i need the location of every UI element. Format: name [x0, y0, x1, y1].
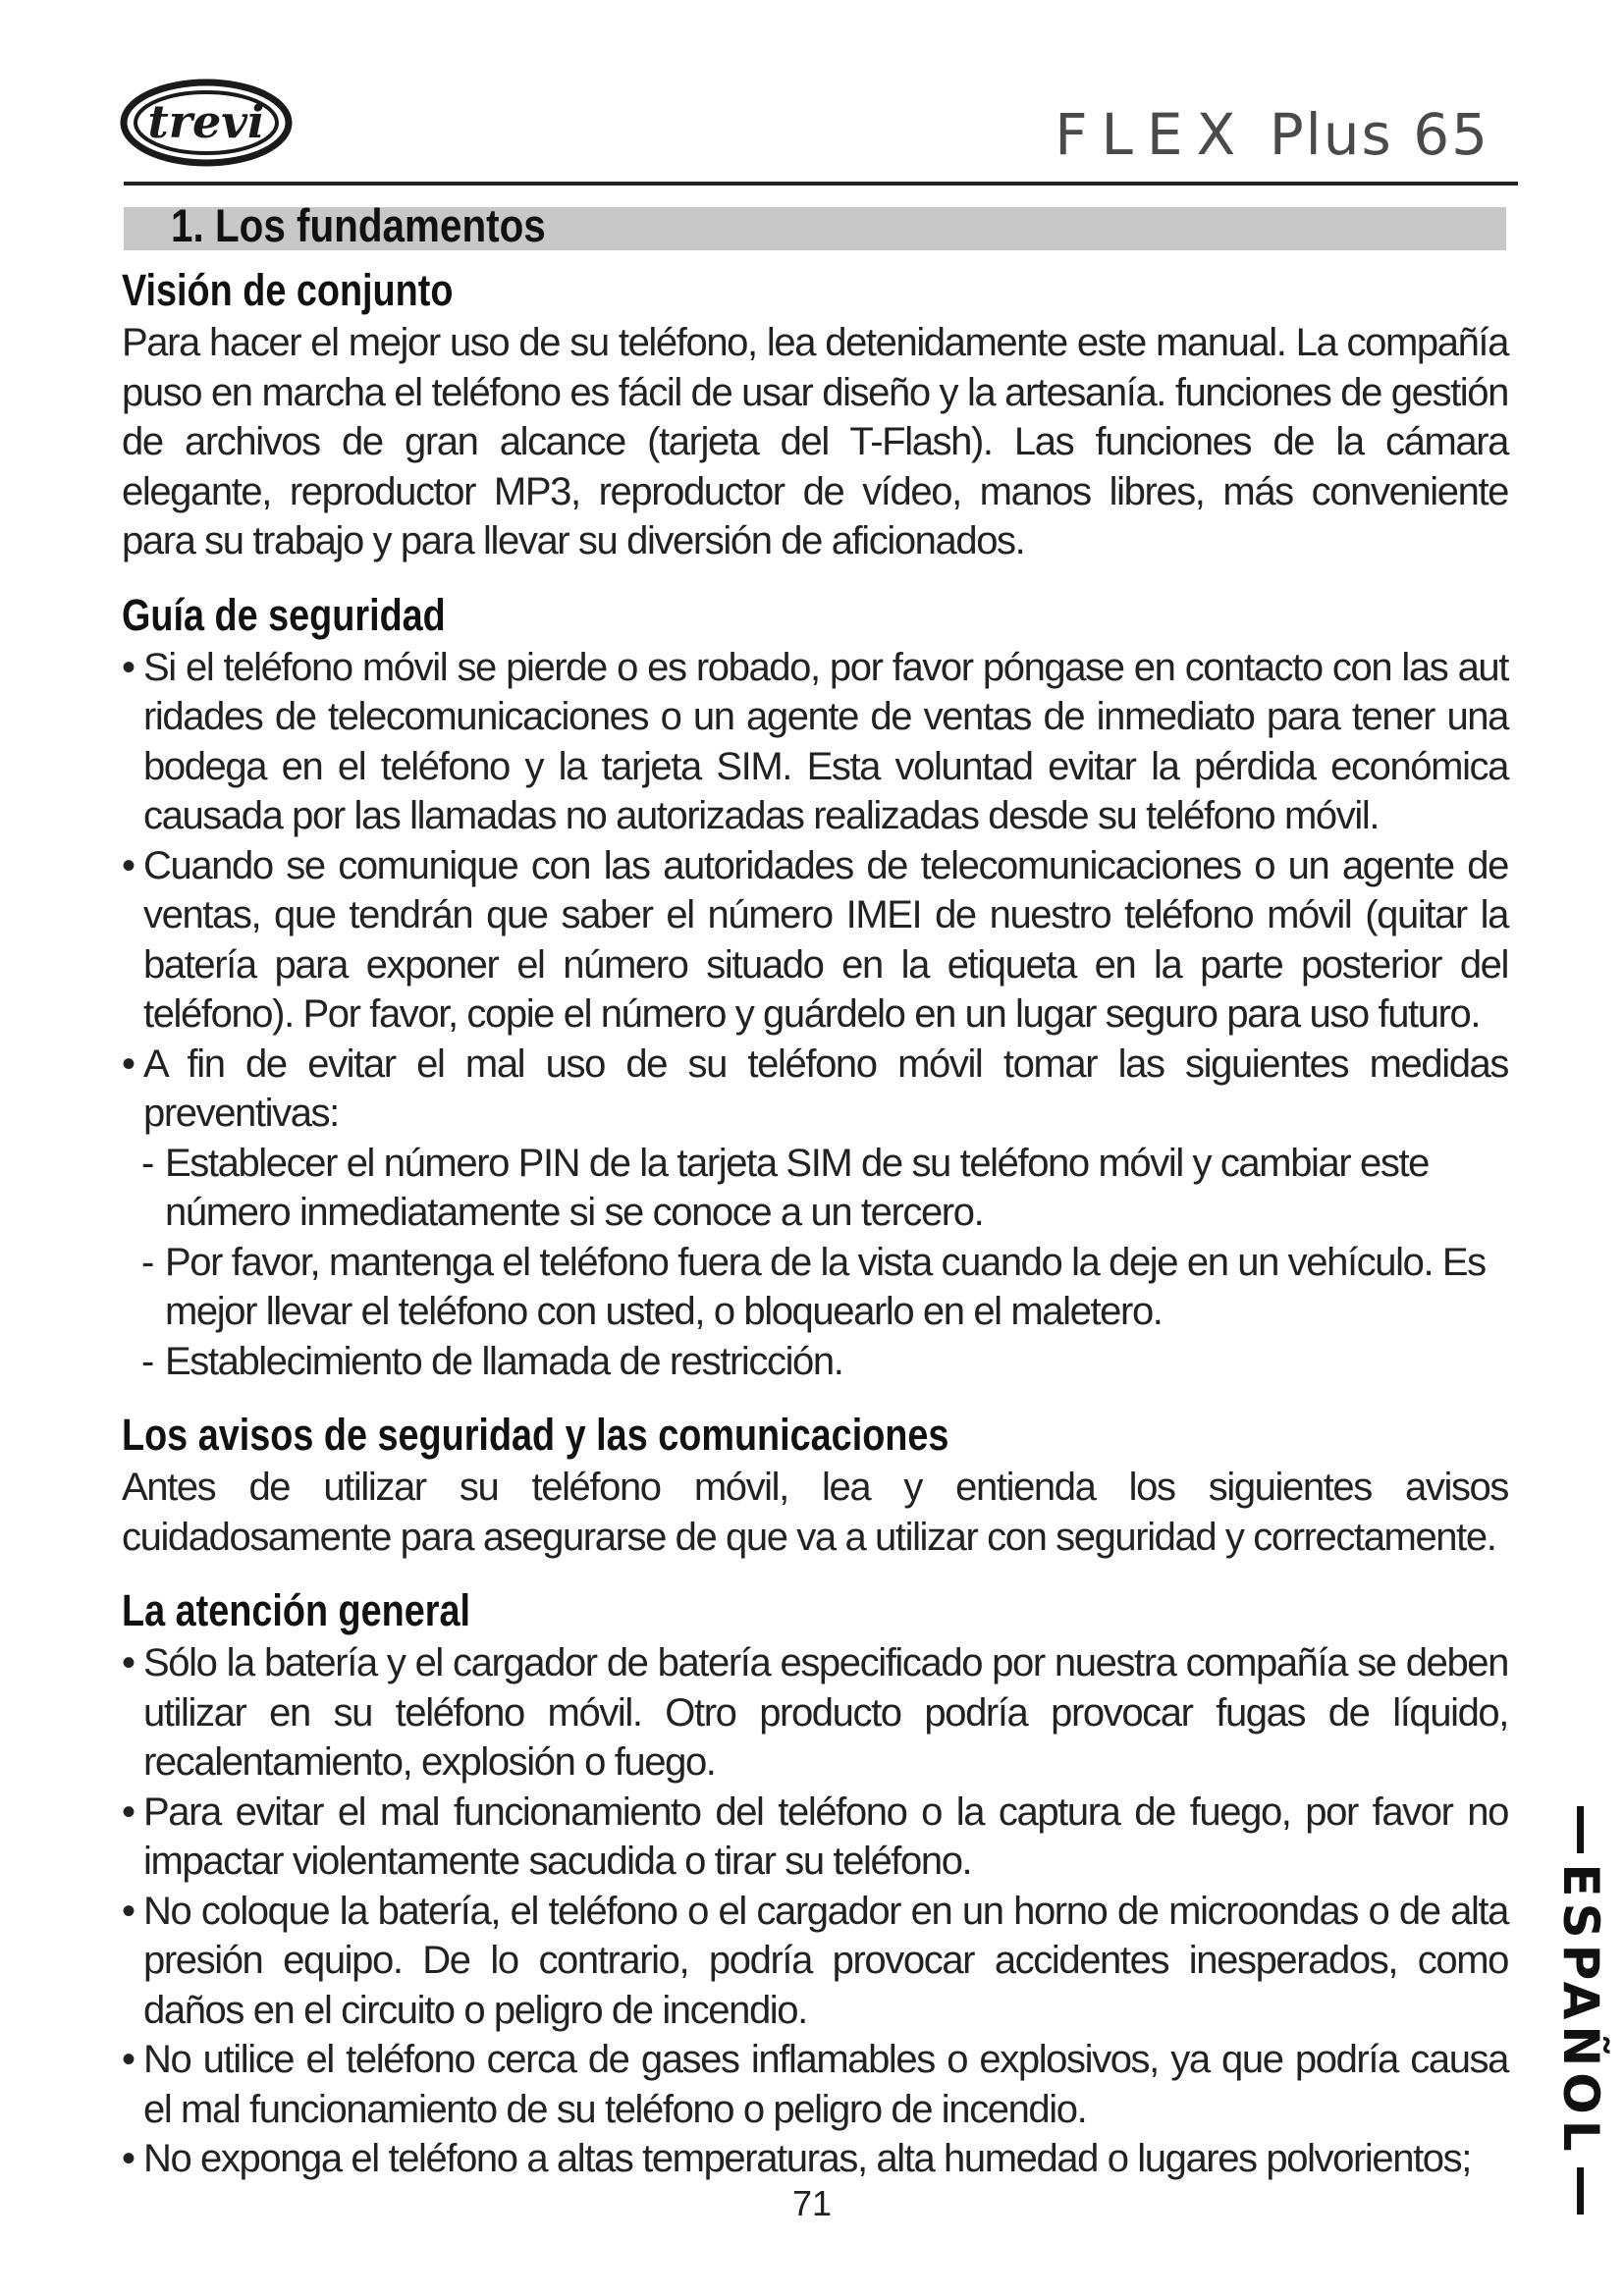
- model-prefix: FLEX: [1055, 101, 1250, 168]
- sub-list-item: [122, 1238, 1508, 1337]
- overview-body: Para hacer el mejor uso de su teléfono, lea detenidamente este manual. La compañía puso en marcha el teléfono es fácil de usar diseño y la artesanía. funciones de gestión de archivos de gran alcance (tarjeta del T-Flash). Las funciones de la cámara elegante, reproductor MP3, reproductor de vídeo, manos libres, más conveniente para su trabajo y para llevar su diversión de aficionados.: [122, 321, 1508, 562]
- header-rule: [124, 182, 1518, 186]
- general-attention-list: [122, 1638, 1508, 2184]
- list-item: [122, 1788, 1508, 1887]
- general-attention-heading: La atención general: [122, 1585, 471, 1635]
- bullet-icon: •: [122, 1641, 136, 1684]
- list-item-text: Sólo la batería y el cargador de batería especificado por nuestra compañía se deben utilizar en su teléfono móvil. Otro producto podría provocar fugas de líquido, recalentamiento, explosión o fuego.: [143, 1641, 1508, 1784]
- bullet-icon: •: [122, 1789, 136, 1834]
- bullet-icon: •: [122, 1041, 136, 1086]
- dash-icon: -: [141, 1141, 155, 1185]
- bullet-icon: •: [122, 645, 136, 689]
- bullet-icon: •: [122, 1889, 136, 1933]
- sub-list-item: [122, 1139, 1508, 1238]
- model-suffix: Plus 65: [1269, 101, 1489, 168]
- side-language-label: ESPAÑOL: [1552, 1863, 1609, 2158]
- dash-icon: -: [141, 1339, 155, 1383]
- bullet-icon: •: [122, 2038, 136, 2081]
- list-item-text: No exponga el teléfono a altas temperaturas, alta humedad o lugares polvorientos;: [143, 2137, 1471, 2180]
- overview-heading: Visión de conjunto: [122, 265, 454, 315]
- dash-icon: -: [141, 1240, 155, 1284]
- logo-wordmark: trevi: [147, 95, 265, 148]
- side-tab-bar-top: [1577, 1806, 1584, 1853]
- sub-list-item-text: Por favor, mantenga el teléfono fuera de la vista cuando la deje en un vehículo. Es mejor llevar el teléfono con usted, o bloquearlo en el maletero.: [165, 1240, 1486, 1333]
- list-item: [122, 841, 1508, 1040]
- list-item: [122, 1638, 1508, 1788]
- bullet-icon: •: [122, 843, 136, 887]
- list-item-text: Para evitar el mal funcionamiento del teléfono o la captura de fuego, por favor no impactar violentamente sacudida o tirar su teléfono.: [143, 1789, 1508, 1883]
- model-title: [1055, 101, 1489, 168]
- list-item-text: Cuando se comunique con las autoridades de telecomunicaciones o un agente de ventas, que tendrán que saber el número IMEI de nuestro teléfono móvil (quitar la batería para exponer el número situado en la etiqueta en la parte posterior del teléfono). Por favor, copie el número y guárdelo en un lugar seguro para uso futuro.: [143, 843, 1508, 1036]
- list-item: [122, 643, 1508, 841]
- list-item: [122, 1887, 1508, 2036]
- page-content: [122, 263, 1508, 2184]
- safety-guide-heading: Guía de seguridad: [122, 589, 446, 640]
- list-item: [122, 1040, 1508, 1139]
- page-number: 71: [791, 2183, 833, 2223]
- list-item-text: No coloque la batería, el teléfono o el cargador en un horno de microondas o de alta presión equipo. De lo contrario, podría provocar accidentes inesperados, como daños en el circuito o peligro de incendio.: [143, 1889, 1508, 2032]
- sub-list-item: [122, 1337, 1508, 1387]
- sub-list-item-text: Establecer el número PIN de la tarjeta SIM de su teléfono móvil y cambiar este número inmediatamente si se conoce a un tercero.: [165, 1141, 1430, 1234]
- side-tab-bar-bottom: [1577, 2167, 1584, 2215]
- list-item-text: Si el teléfono móvil se pierde o es robado, por favor póngase en contacto con las aut ridades de telecomunicaciones o un agente de ventas de inmediato para tener una bodega en el teléfono y la tarjeta SIM. Esta voluntad evitar la pérdida económica causada por las llamadas no autorizadas realizadas desde su teléfono móvil.: [143, 645, 1508, 837]
- safety-notices-body: Antes de utilizar su teléfono móvil, lea y entienda los siguientes avisos cuidadosamente para asegurarse de que va a utilizar con seguridad y correctamente.: [122, 1466, 1508, 1559]
- list-item-text: A fin de evitar el mal uso de su teléfono móvil tomar las siguientes medidas preventivas:: [143, 1041, 1508, 1135]
- list-item: [122, 2134, 1508, 2184]
- section-title: 1. Los fundamentos: [171, 199, 546, 251]
- bullet-icon: •: [122, 2137, 136, 2180]
- sub-list-item-text: Establecimiento de llamada de restricción.: [165, 1339, 843, 1383]
- list-item-text: No utilice el teléfono cerca de gases inflamables o explosivos, ya que podría causa el mal funcionamiento de su teléfono o peligro de incendio.: [143, 2038, 1508, 2131]
- safety-guide-list: [122, 643, 1508, 1387]
- safety-notices-heading: Los avisos de seguridad y las comunicaciones: [122, 1410, 949, 1460]
- list-item: [122, 2035, 1508, 2134]
